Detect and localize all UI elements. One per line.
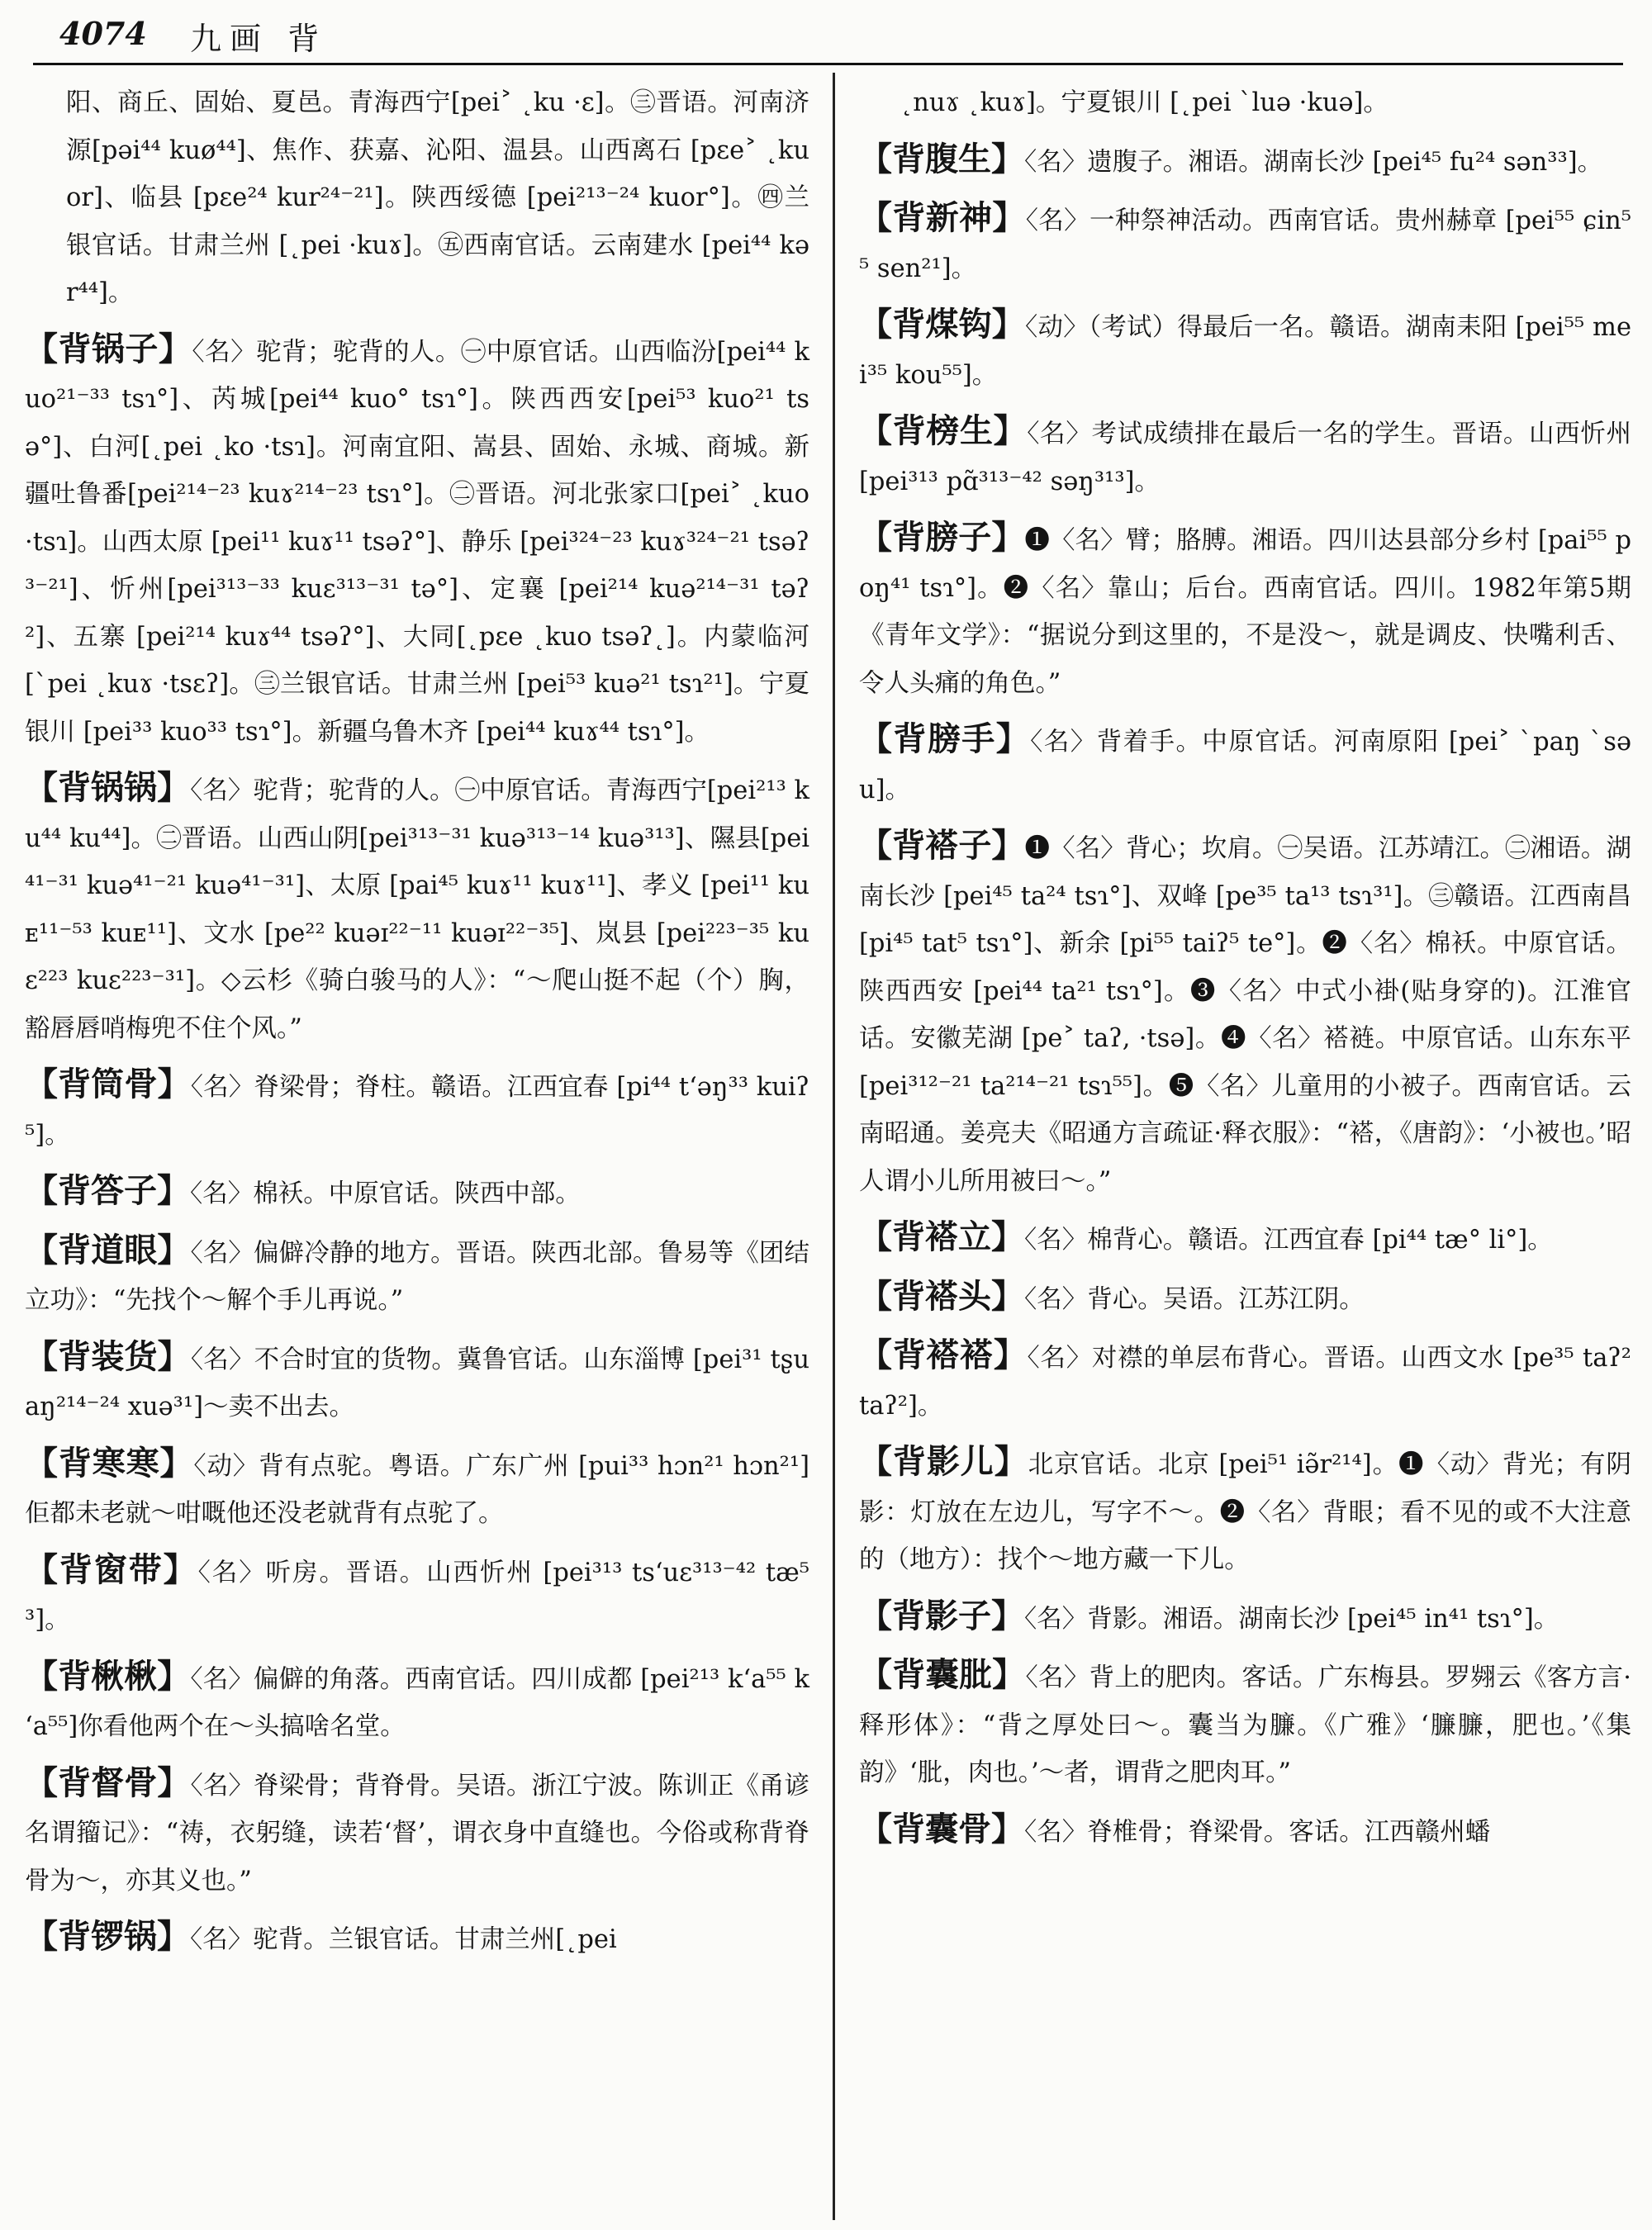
entry-headword: 【背褡立】	[859, 1217, 1024, 1256]
entry-text: 〈名〉偏僻的角落。西南官话。四川成都 [pei²¹³ kʻa⁵⁵ kʻa⁵⁵]你看他两个在～头搞啥名堂。	[25, 1664, 810, 1741]
column-divider	[833, 73, 835, 2220]
entry-text: 〈名〉考试成绩排在最后一名的学生。晋语。山西忻州 [pei³¹³ pɑ̃³¹³⁻⁴² səŋ³¹³]。	[859, 420, 1632, 496]
dictionary-entry	[25, 1226, 809, 1325]
entry-text: 〈动〉（考试）得最后一名。赣语。湖南耒阳 [pei⁵⁵ mei³⁵ kou⁵⁵]。	[859, 313, 1632, 390]
entry-text: 〈名〉棉袄。中原官话。陕西中部。	[190, 1179, 581, 1208]
dictionary-entry	[25, 1546, 809, 1644]
dictionary-entry	[25, 1060, 809, 1159]
entry-text: 〈名〉听房。晋语。山西忻州 [pei³¹³ tsʻuɛ³¹³⁻⁴² tæ⁵³]。	[25, 1558, 809, 1635]
dictionary-entry	[859, 194, 1631, 292]
entry-headword: 【背锅锅】	[25, 768, 191, 807]
entry-headword: 【背煤钩】	[859, 305, 1026, 344]
page-number: 4074	[59, 15, 147, 52]
page-header	[59, 10, 1596, 63]
entry-text: 〈名〉驼背。兰银官话。甘肃兰州[˛pei	[190, 1925, 617, 1954]
entry-text: 〈名〉偏僻冷静的地方。晋语。陕西北部。鲁易等《团结立功》：“先找个～解个手儿再说。”	[25, 1238, 810, 1315]
dictionary-entry	[859, 822, 1631, 1205]
entry-text: 〈名〉棉背心。赣语。江西宜春 [pi⁴⁴ tæ° li°]。	[1024, 1226, 1553, 1255]
dictionary-entry	[25, 76, 809, 317]
dictionary-entry	[859, 1592, 1631, 1644]
entry-headword: 【背新神】	[859, 198, 1026, 237]
entry-text: 〈名〉遗腹子。湘语。湖南长沙 [pei⁴⁵ fu²⁴ sən³³]。	[1024, 147, 1603, 177]
entry-text: 〈名〉脊梁骨；背脊骨。吴语。浙江宁波。陈训正《甬谚名谓籀记》：“祷，衣躬缝，读若‘督’，谓衣身中直缝也。今俗或称背脊骨为～，亦其义也。”	[25, 1771, 810, 1896]
left-column	[25, 76, 809, 1972]
entry-text: 〈名〉背着手。中原官话。河南原阳 [pei˃ ˋpaŋ ˋsəu]。	[859, 728, 1631, 804]
header-rule	[33, 63, 1623, 65]
entry-text: 〈名〉对襟的单层布背心。晋语。山西文水 [pe³⁵ taʔ² taʔ²]。	[859, 1344, 1631, 1421]
dictionary-entry	[25, 1759, 809, 1905]
dictionary-entry	[25, 1653, 809, 1751]
entry-headword: 【背窗带】	[25, 1549, 198, 1589]
dictionary-entry	[25, 764, 809, 1052]
section-title: 九画 背	[190, 21, 328, 57]
entry-headword: 【背装货】	[25, 1336, 191, 1376]
dictionary-entry	[859, 407, 1631, 505]
entry-headword: 【背锅子】	[25, 329, 192, 368]
entry-headword: 【背膀手】	[859, 719, 1031, 758]
dictionary-entry	[859, 1651, 1631, 1797]
entry-text: 〈名〉脊椎骨；脊梁骨。客话。江西赣州蟠	[1024, 1817, 1491, 1847]
dictionary-entry	[859, 301, 1631, 399]
entry-headword: 【背影儿】	[859, 1442, 1028, 1481]
entry-headword: 【背楸楸】	[25, 1656, 191, 1696]
entry-text: 〈名〉驼背；驼背的人。㊀中原官话。山西临汾[pei⁴⁴ kuo²¹⁻³³ tsɿ°]、芮城[pei⁴⁴ kuo° tsɿ°]。陕西西安[pei⁵³ kuo²¹ tsə°]、白河[˛pei ˛ko ·tsɿ]。河南宜阳、嵩县、固始、永城、商城。新疆吐鲁番[pei²¹⁴⁻²³ kuɤ²¹⁴⁻²³ tsɿ°]。㊁晋语。河北张家口[pei˃ ˛kuo ·tsɿ]。山西太原 [pei¹¹ kuɤ¹¹ tsəʔ°]、静乐 [pei³²⁴⁻²³ kuɤ³²⁴⁻²¹ tsəʔ³⁻²¹]、忻州[pei³¹³⁻³³ kuɛ³¹³⁻³¹ tə°]、定襄 [pei²¹⁴ kuə²¹⁴⁻³¹ təʔ²]、五寨 [pei²¹⁴ kuɤ⁴⁴ tsəʔ°]、大同[˛pɛe ˛kuo tsəʔ˛]。内蒙临河 [ˋpei ˛kuɤ ·tsɛʔ]。㊂兰银官话。甘肃兰州 [pei⁵³ kuə²¹ tsɿ²¹]。宁夏银川 [pei³³ kuo³³ tsɿ°]。新疆乌鲁木齐 [pei⁴⁴ kuɤ⁴⁴ tsɿ°]。	[25, 337, 810, 747]
dictionary-entry	[25, 1913, 809, 1964]
dictionary-entry	[859, 76, 1631, 127]
entry-headword: 【背答子】	[25, 1171, 190, 1210]
entry-text: 〈动〉背有点驼。粤语。广东广州 [pui³³ hɔn²¹ hɔn²¹]佢都未老就～咁嘅他还没老就背有点驼了。	[25, 1451, 810, 1528]
entry-headword: 【背腹生】	[859, 139, 1024, 178]
entry-headword: 【背督骨】	[25, 1763, 191, 1802]
entry-text: 〈名〉背心。吴语。江苏江阴。	[1024, 1284, 1365, 1314]
dictionary-entry	[859, 715, 1631, 814]
entry-text: 〈名〉不合时宜的货物。冀鲁官话。山东淄博 [pei³¹ tʂuaŋ²¹⁴⁻²⁴ xuə³¹]～卖不出去。	[25, 1345, 810, 1421]
entry-text: 阳、商丘、固始、夏邑。青海西宁[pei˃ ˛ku ·ɛ]。㊂晋语。河南济源[pəi⁴⁴ kuø⁴⁴]、焦作、获嘉、沁阳、温县。山西离石 [pɛe˃ ˛kuor]、临县 [pɛe²⁴ kur²⁴⁻²¹]。陕西绥德 [pei²¹³⁻²⁴ kuor°]。㊃兰银官话。甘肃兰州 [˛pei ·kuɤ]。㊄西南官话。云南建水 [pei⁴⁴ kər⁴⁴]。	[66, 88, 809, 307]
entry-text: 〈名〉一种祭神活动。西南官话。贵州赫章 [pei⁵⁵ ɕin⁵⁵ sen²¹]。	[859, 206, 1632, 283]
entry-headword: 【背锣锅】	[25, 1917, 190, 1956]
entry-headword: 【背榜生】	[859, 411, 1028, 450]
dictionary-entry	[859, 514, 1631, 707]
entry-headword: 【背褡头】	[859, 1276, 1024, 1316]
dictionary-entry	[859, 135, 1631, 187]
entry-text: 〈名〉脊梁骨；脊柱。赣语。江西宜春 [pi⁴⁴ tʻəŋ³³ kuiʔ⁵]。	[25, 1073, 810, 1150]
entry-headword: 【背膀子】	[859, 518, 1025, 557]
dictionary-entry	[25, 1440, 809, 1538]
entry-headword: 【背筒骨】	[25, 1065, 191, 1103]
entry-headword: 【背囊肶】	[859, 1655, 1026, 1694]
entry-headword: 【背道眼】	[25, 1230, 191, 1269]
entry-headword: 【背囊骨】	[859, 1809, 1024, 1848]
entry-headword: 【背褡褡】	[859, 1336, 1028, 1374]
dictionary-entry	[25, 1167, 809, 1218]
entry-text: ❶〈名〉背心；坎肩。㊀吴语。江苏靖江。㊁湘语。湖南长沙 [pei⁴⁵ ta²⁴ tsɿ°]、双峰 [pe³⁵ ta¹³ tsɿ³¹]。㊂赣语。江西南昌 [pi⁴⁵ tat⁵ tsɿ°]、新余 [pi⁵⁵ taiʔ⁵ te°]。❷〈名〉棉袄。中原官话。陕西西安 [pei⁴⁴ ta²¹ tsɿ°]。❸〈名〉中式小褂(贴身穿的)。江淮官话。安徽芜湖 [pe˃ taʔ, ·tsə]。❹〈名〉褡裢。中原官话。山东东平[pei³¹²⁻²¹ ta²¹⁴⁻²¹ tsɿ⁵⁵]。❺〈名〉儿童用的小被子。西南官话。云南昭通。姜亮夫《昭通方言疏证·释衣服》：“褡，《唐韵》：‘小被也。’昭人谓小儿所用被曰～。”	[859, 834, 1632, 1196]
entry-text: 〈名〉驼背；驼背的人。㊀中原官话。青海西宁[pei²¹³ ku⁴⁴ ku⁴⁴]。㊁晋语。山西山阴[pei³¹³⁻³¹ kuə³¹³⁻¹⁴ kuə³¹³]、隰县[pei⁴¹⁻³¹ kuə⁴¹⁻²¹ kuə⁴¹⁻³¹]、太原 [pai⁴⁵ kuɤ¹¹ kuɤ¹¹]、孝义 [pei¹¹ kuᴇ¹¹⁻⁵³ kuᴇ¹¹]、文水 [pe²² kuəɪ²²⁻¹¹ kuəɪ²²⁻³⁵]、岚县 [pei²²³⁻³⁵ kuɛ²²³ kuɛ²²³⁻³¹]。◇云杉《骑白骏马的人》：“～爬山挺不起（个）胸，豁唇唇哨梅兜不住个风。”	[25, 776, 809, 1043]
dictionary-entry	[859, 1438, 1631, 1584]
entry-headword: 【背寒寒】	[25, 1443, 194, 1483]
right-column	[859, 76, 1631, 1864]
entry-text: 〈名〉背上的肥肉。客话。广东梅县。罗翙云《客方言·释形体》：“背之厚处曰～。囊当为臁。《广雅》‘臁臁，肥也。’《集韵》‘肶，肉也。’～者，谓背之肥肉耳。”	[859, 1663, 1632, 1787]
dictionary-entry	[859, 1213, 1631, 1264]
entry-text: ❶〈名〉臂；胳膊。湘语。四川达县部分乡村 [pai⁵⁵ poŋ⁴¹ tsɿ°]。❷〈名〉靠山；后台。西南官话。四川。1982年第5期《青年文学》：“据说分到这里的，不是没～，就是调皮、快嘴利舌、令人头痛的角色。”	[859, 526, 1631, 698]
entry-text: 北京官话。北京 [pei⁵¹ iə̃r²¹⁴]。❶〈动〉背光；有阴影：灯放在左边儿，写字不～。❷〈名〉背眼；看不见的或不大注意的（地方）：找个～地方藏一下儿。	[859, 1450, 1631, 1574]
dictionary-entry	[859, 1273, 1631, 1324]
dictionary-entry	[859, 1331, 1631, 1430]
entry-headword: 【背影子】	[859, 1596, 1024, 1635]
entry-headword: 【背褡子】	[859, 826, 1025, 865]
entry-text: ˛nuɤ ˛kuɤ]。宁夏银川 [˛pei ˋluə ·kuə]。	[900, 88, 1389, 117]
entry-text: 〈名〉背影。湘语。湖南长沙 [pei⁴⁵ in⁴¹ tsɿ°]。	[1024, 1604, 1559, 1634]
dictionary-entry	[859, 1805, 1631, 1857]
dictionary-entry	[25, 325, 809, 757]
dictionary-entry	[25, 1333, 809, 1431]
